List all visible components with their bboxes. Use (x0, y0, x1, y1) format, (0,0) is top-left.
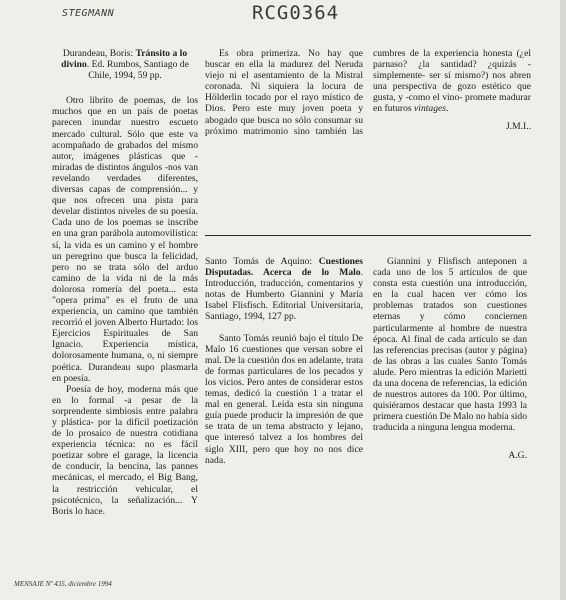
review2-pubinfo: . Introducción, traducción, comentarios y notas de Humberto Giannini y María Isabel Flisfisch. Editorial Universitaria, Santiago, 1994, 127 pp. (205, 267, 363, 323)
page-footer: MENSAJE Nº 435, diciembre 1994 (14, 580, 112, 588)
review1-paragraph-3: Es obra primeriza. No hay que buscar en ella la madurez del Neruda viejo ni el asentamiento de la Mistral coronada. Ni siquiera la locura de Hölderlin tocado por el rayo místico de Dios. Pero este muy joven poeta y abogado que busca no sólo consumar su próximo matrimonio sino también las cumbres de la experiencia honesta (¿el parnaso? ¿la santidad? ¿quizás -simplemente- ser sí mismo?) nos abren una perspectiva de gozo estético que gusta, y -como el vino- promete madurar en futuros vintages. (205, 48, 531, 137)
review1-paragraph-2: Poesía de hoy, moderna más que en lo formal -a pesar de la sorprendente simbiosis entre palabra y plástica- por la difícil poetización de lo prosaico de nuestra cotidiana experiencia técnica: no es fácil poetizar sobre el garage, la licencia de conducir, la bencina, las pannes mecánicas, el mercado, el Big Bang, la restricción vehicular, el psicotécnico, la señalización... Y Boris lo hace. (52, 383, 198, 517)
review1-column-2 (205, 48, 531, 137)
review1-title: Tránsito a lo divino (61, 48, 188, 71)
handwritten-signature: STEGMANN (62, 8, 115, 19)
review2-column-2 (373, 256, 527, 461)
review2-title: Cuestiones Disputadas. Acerca de lo Malo (205, 256, 363, 279)
section-divider (205, 235, 531, 236)
page-edge (560, 0, 566, 600)
review1-vintages: vintages (414, 103, 447, 115)
review1-paragraph-1: Otro librito de poemas, de los muchos que en un país de poetas parecen inundar nuestro escueto mercado cultural. Sólo que este va acompañado de grabados del mismo autor, imágenes plásticas que -miradas de distintos ángulos -nos van revelando verdades diferentes, diversas capas de comprensión... y que nos ofrecen una pista para develar distintos niveles de su poesía. Cada uno de los poemas se inscribe en una gran parábola automovilística: sí, la vida es un camino y el hombre un peregrino que busca la felicidad, pero no se trata sólo del arduo camino de la vida ni de la más dolorosa romería del poeta... esta "opera prima" es el fruto de una experiencia, un camino que también recorrió el joven Alberto Hurtado: los Ejercicios Espirituales de San Ignacio. Experiencia mística, dolorosamente humana, o, ni siempre poética. Durandeau supo plasmarla en poesía. (52, 95, 198, 384)
review1-signoff: J.M.I.. (505, 120, 531, 132)
review2-paragraph-1: Santo Tomás reunió bajo el título De Malo 16 cuestiones que versan sobre el mal. De la cuestión dos en adelante, trata de formas particulares de los pecados y los vicios. Pero antes de considerar estos temas, dedicó la cuestión 1 a tratar el mal en general. Leída esta sin ninguna guía puede producir la impresión de que se trata de un tema abstracto y lejano, que interesó talvez a los hombres del siglo XIII, pero que hoy no nos dice nada. (205, 332, 363, 466)
review1-author: Durandeau, Boris: (62, 48, 136, 59)
review1-column-1 (52, 48, 198, 517)
review2-column-1 (205, 256, 363, 466)
review1-paragraph-3-text: Es obra primeriza. No hay que buscar en ella la madurez del Neruda viejo ni el asentamiento de la Mistral coronada. Ni siquiera la locura de Hölderlin tocado por el rayo místico de Dios. Pero este muy joven poeta y abogado que busca no sólo consumar su próximo matrimonio sino también las cumbres de la experiencia honesta (¿el parnaso? ¿la santidad? ¿quizás -simplemente- ser sí mismo?) nos abren una perspectiva de gozo estético que gusta, y -como el vino- promete madurar en futuros (205, 48, 531, 137)
review2-header (205, 256, 363, 323)
handwritten-archive-code: RCG0364 (252, 2, 340, 24)
review2-paragraph-2: Giannini y Flisfisch anteponen a cada uno de los 5 artículos de que consta esta cuestión una introducción, en la cual hacen ver cómo los problemas tratados son cuestiones eternas y cómo conciernen particularmente al hombre de nuestra época. Al final de cada artículo se dan las referencias precisas (autor y página) de las obras a las cuales Santo Tomás alude. Pero mientras la edición Marietti da una docena de referencias, la edición de nuestros autores da 100. Por último, quisiéramos destacar que hasta 1993 la primera cuestión De Malo no había sido traducida a ninguna lengua moderna. (373, 256, 527, 434)
review1-header (52, 48, 198, 81)
review2-signoff: A.G. (508, 449, 527, 461)
review1-pubinfo: . Ed. Rumbos, Santiago de Chile, 1994, 59 pp. (86, 59, 189, 82)
review2-author: Santo Tomás de Aquino: (205, 256, 319, 267)
